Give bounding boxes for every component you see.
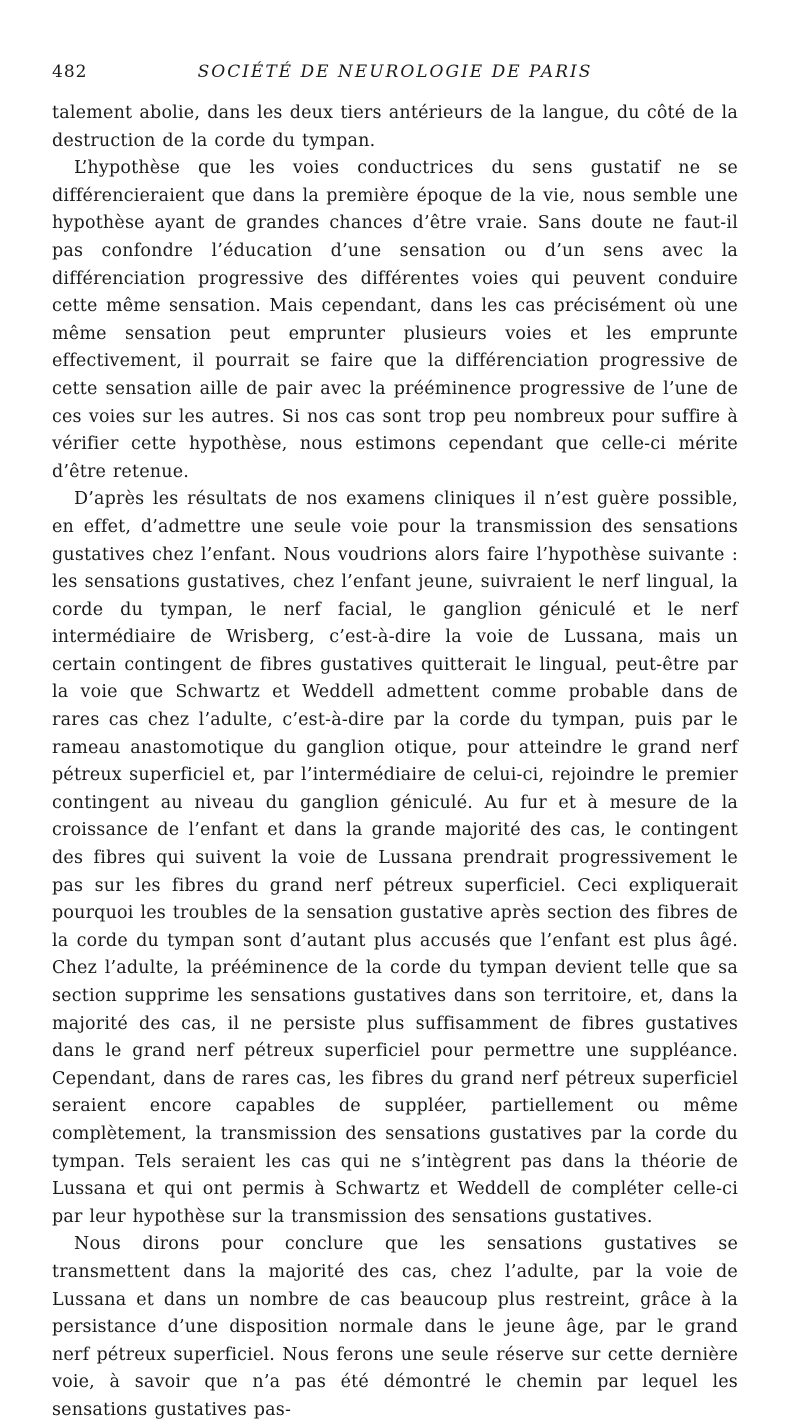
paragraph-hypothesis: L’hypothèse que les voies conductrices du sens gustatif ne se différencieraient que dans la première époque de la vie, nous semble une hypothèse ayant de grandes chances d’être vraie. Sans doute ne faut-il pas confondre l’éducation d’une sensation ou d’un sens avec la différenciation progressive des différentes voies qui peuvent conduire cette même sensation. Mais cependant, dans les cas précisément où une même sensation peut emprunter plusieurs voies et les emprunte effectivement, il pourrait se faire que la différenciation progressive de cette sensation aille de pair avec la prééminence progressive de l’une de ces voies sur les autres. Si nos cas sont trop peu nombreux pour suffire à vérifier cette hypothèse, nous estimons cependant que celle-ci mérite d’être retenue. bbox=[52, 158, 738, 482]
page-number: 482 bbox=[52, 62, 88, 82]
journal-title: SOCIÉTÉ DE NEUROLOGIE DE PARIS bbox=[197, 62, 593, 82]
paragraph-conclusion: Nous dirons pour conclure que les sensations gustatives se transmettent dans la majorité des cas, chez l’adulte, par la voie de Lussana et dans un nombre de cas beaucoup plus restreint, grâce à la persistance d’une disposition normale dans le jeune âge, par le grand nerf pétreux superficiel. Nous ferons une seule réserve sur cette dernière voie, à savoir que n’a pas été démontré le chemin par lequel les sensations gustatives pas- bbox=[52, 1234, 738, 1420]
body-text bbox=[52, 100, 738, 1425]
paragraph-clinical-results: D’après les résultats de nos examens cliniques il n’est guère possible, en effet, d’admettre une seule voie pour la transmission des sensations gustatives chez l’enfant. Nous voudrions alors faire l’hypothèse suivante : les sensations gustatives, chez l’enfant jeune, suivraient le nerf lingual, la corde du tympan, le nerf facial, le ganglion géniculé et le nerf intermédiaire de Wrisberg, c’est-à-dire la voie de Lussana, mais un certain contingent de fibres gustatives quitterait le lingual, peut-être par la voie que Schwartz et Weddell admettent comme probable dans de rares cas chez l’adulte, c’est-à-dire par la corde du tympan, puis par le rameau anastomotique du ganglion otique, pour atteindre le grand nerf pétreux superficiel et, par l’intermédiaire de celui-ci, rejoindre le premier contingent au niveau du ganglion géniculé. Au fur et à mesure de la croissance de l’enfant et dans la grande majorité des cas, le contingent des fibres qui suivent la voie de Lussana prendrait progressivement le pas sur les fibres du grand nerf pétreux superficiel. Ceci expliquerait pourquoi les troubles de la sensation gustative après section des fibres de la corde du tympan sont d’autant plus accusés que l’enfant est plus âgé. Chez l’adulte, la prééminence de la corde du tympan devient telle que sa section supprime les sensations gustatives dans son territoire, et, dans la majorité des cas, il ne persiste plus suffisamment de fibres gustatives dans le grand nerf pétreux superficiel pour permettre une suppléance. Cependant, dans de rares cas, les fibres du grand nerf pétreux superficiel seraient encore capables de suppléer, partiellement ou même complètement, la transmission des sensations gustatives par la corde du tympan. Tels seraient les cas qui ne s’intègrent pas dans la théorie de Lussana et qui ont permis à Schwartz et Weddell de compléter celle-ci par leur hypothèse sur la transmission des sensations gustatives. bbox=[52, 489, 738, 1227]
paragraph-continuation: talement abolie, dans les deux tiers antérieurs de la langue, du côté de la destruction de la corde du tympan. bbox=[52, 103, 738, 151]
running-header bbox=[52, 62, 738, 84]
